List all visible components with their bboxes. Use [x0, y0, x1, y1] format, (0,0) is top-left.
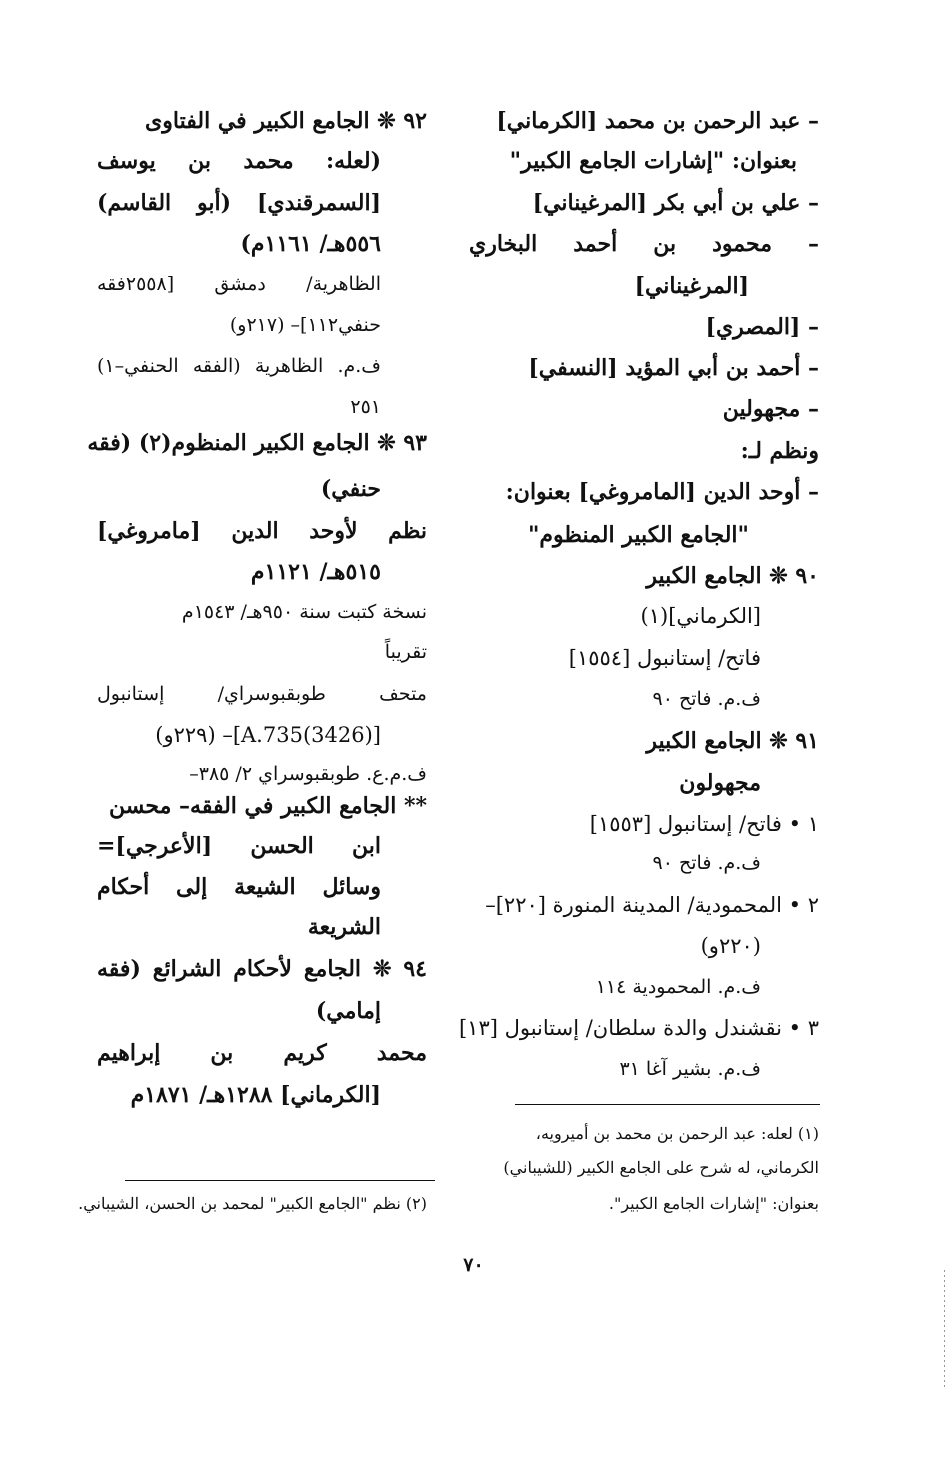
- text-line: "الجامع الكبير المنظوم": [527, 522, 749, 548]
- text-line: ف.م. بشير آغا ٣١: [619, 1058, 761, 1080]
- text-line: – مجهولين: [722, 396, 819, 422]
- text-line: – [المصري]: [705, 314, 819, 340]
- text-line: – محمود بن أحمد البخاري: [469, 231, 819, 257]
- text-line: حنفي): [320, 476, 381, 502]
- text-line: ونظم لـ:: [740, 438, 819, 464]
- text-line: (لعله: محمد بن يوسف: [97, 148, 381, 174]
- text-line: [الكرماني] ١٢٨٨هـ/ ١٨٧١م: [130, 1082, 381, 1108]
- text-line: ٢٥١: [350, 396, 381, 418]
- footnote-line: الكرماني، له شرح على الجامع الكبير (للشيباني): [503, 1158, 819, 1177]
- page-number: ٧٠: [463, 1254, 484, 1276]
- text-line: ٥٥٦هـ/ ١١٦١م): [240, 231, 381, 257]
- entry-heading: ٩٤ ❊ الجامع لأحكام الشرائع (فقه: [97, 956, 427, 982]
- text-line: ف.م. الظاهرية (الفقه الحنفي–١): [97, 355, 381, 377]
- text-line: متحف طوبقبوسراي/ إستانبول: [97, 683, 427, 705]
- text-line: محمد كريم بن إبراهيم: [97, 1040, 427, 1066]
- text-line: ف.م. فاتح ٩٠: [652, 852, 761, 874]
- text-line: ف.م. المحمودية ١١٤: [595, 976, 761, 998]
- text-line: الشريعة: [307, 914, 381, 940]
- text-line: – علي بن أبي بكر [المرغيناني]: [532, 190, 819, 216]
- text-line: وسائل الشيعة إلى أحكام: [97, 874, 381, 900]
- list-item: ٢ • المحمودية/ المدينة المنورة [٢٢٠]–: [485, 893, 819, 917]
- text-line: – عبد الرحمن بن محمد [الكرماني]: [496, 108, 819, 134]
- text-line: [(3426)A.735]– (٢٢٩و): [155, 723, 381, 747]
- text-line: مجهولون: [679, 770, 761, 796]
- footnote-divider: [125, 1180, 435, 1181]
- text-line: ٥١٥هـ/ ١١٢١م: [250, 559, 381, 585]
- text-line: إمامي): [315, 998, 381, 1024]
- footnote-line: (٢) نظم "الجامع الكبير" لمحمد بن الحسن، الشيباني.: [78, 1194, 427, 1213]
- text-line: [الكرماني](١): [640, 604, 761, 628]
- entry-heading: ٩٢ ❊ الجامع الكبير في الفتاوى: [145, 108, 427, 134]
- entry-heading: ٩٣ ❊ الجامع الكبير المنظوم(٢) (فقه: [87, 430, 427, 456]
- footnote-line: بعنوان: "إشارات الجامع الكبير".: [608, 1194, 819, 1213]
- entry-heading: ٩١ ❊ الجامع الكبير: [646, 728, 819, 754]
- text-line: نسخة كتبت سنة ٩٥٠هـ/ ١٥٤٣م: [181, 601, 427, 623]
- text-line: ف.م.ع. طوبقبوسراي ٢/ ٣٨٥–: [189, 763, 427, 785]
- text-line: فاتح/ إستانبول [١٥٥٤]: [568, 646, 761, 670]
- scan-edge: [944, 1270, 945, 1390]
- cross-reference: ** الجامع الكبير في الفقه– محسن: [109, 793, 427, 819]
- entry-heading: ٩٠ ❊ الجامع الكبير: [646, 563, 819, 589]
- text-line: بعنوان: "إشارات الجامع الكبير": [509, 148, 797, 174]
- footnote-divider: [515, 1104, 820, 1105]
- text-line: – أوحد الدين [المامروغي] بعنوان:: [505, 479, 819, 505]
- text-line: (٢٢٠و): [700, 934, 761, 958]
- list-item: ٣ • نقشندل والدة سلطان/ إستانبول [١٣]: [458, 1016, 819, 1040]
- text-line: [المرغيناني]: [634, 273, 749, 299]
- text-line: – أحمد بن أبي المؤيد [النسفي]: [528, 355, 819, 381]
- text-line: حنفي١١٢]– (٢١٧و): [229, 314, 381, 336]
- text-line: ف.م. فاتح ٩٠: [652, 688, 761, 710]
- text-line: [السمرقندي] (أبو القاسم): [97, 190, 381, 216]
- text-line: الظاهرية/ دمشق [٢٥٥٨فقه: [97, 273, 381, 295]
- text-line: ابن الحسن [الأعرجي]=: [97, 833, 381, 859]
- text-line: نظم لأوحد الدين [مامروغي]: [97, 518, 427, 544]
- list-item: ١ • فاتح/ إستانبول [١٥٥٣]: [589, 812, 819, 836]
- footnote-line: (١) لعله: عبد الرحمن بن محمد بن أميرويه،: [535, 1124, 819, 1143]
- text-line: تقريباً: [384, 641, 427, 663]
